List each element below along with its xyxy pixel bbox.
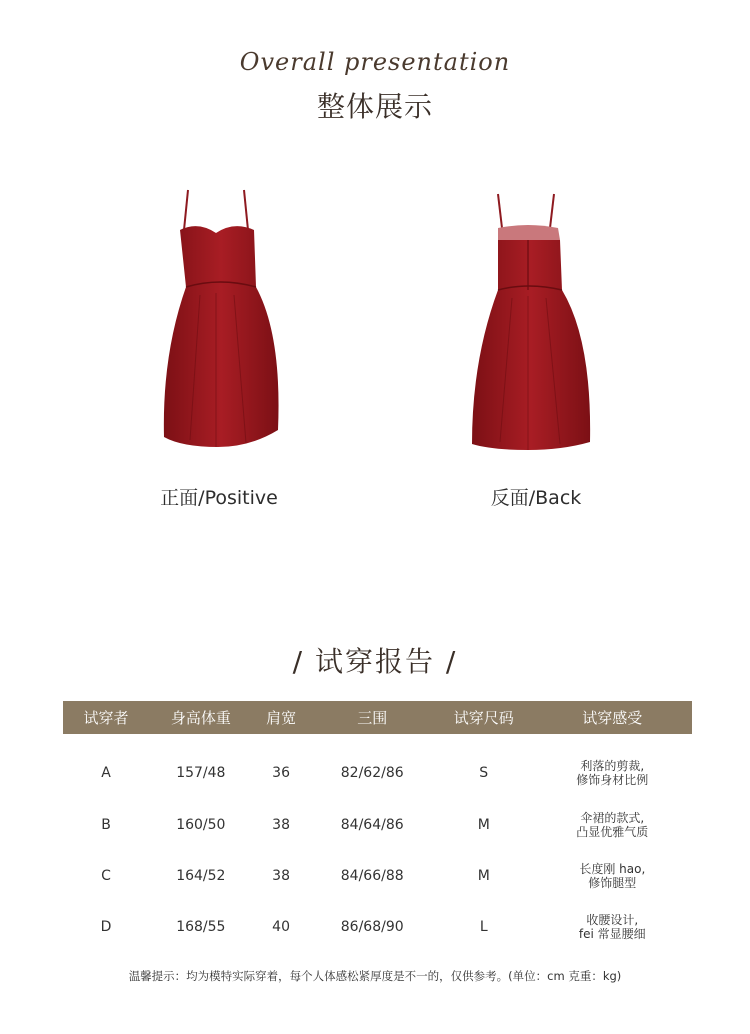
table-row <box>63 734 692 799</box>
column-header: 身高体重 <box>149 701 253 734</box>
size-cell: L <box>479 918 488 935</box>
table-header-row <box>63 701 692 734</box>
height-weight-cell: 157/48 <box>176 765 226 781</box>
feedback-line: 利落的剪裁, <box>580 759 645 773</box>
shoulder-cell: 38 <box>272 816 290 833</box>
feedback-line: 修饰腿型 <box>588 875 637 890</box>
height-weight-cell: 168/55 <box>176 918 226 935</box>
footer-note: 温馨提示：均为模特实际穿着，每个人体感松紧厚度是不一的，仅供参考。(单位：cm 克重：kg) <box>128 969 622 983</box>
table-row <box>63 850 692 901</box>
tester-cell: A <box>101 765 111 781</box>
feedback-line: 凸显优雅气质 <box>576 824 649 839</box>
measurements-cell: 82/62/86 <box>340 765 404 781</box>
feedback-line: 收腰设计, <box>586 912 639 927</box>
column-header: 试穿尺码 <box>435 701 533 734</box>
script-title: Overall presentation <box>239 48 511 76</box>
feedback-line: 长度刚 hao, <box>579 861 646 876</box>
column-header: 试穿者 <box>63 701 149 734</box>
table-row <box>63 901 692 952</box>
feedback-cell <box>533 799 692 850</box>
feedback-line: 伞裙的款式, <box>580 810 645 825</box>
tester-cell: B <box>101 816 111 833</box>
column-header: 三围 <box>310 701 435 734</box>
height-weight-cell: 160/50 <box>176 816 226 833</box>
fitting-report-table <box>63 701 692 952</box>
feedback-cell <box>533 901 692 952</box>
table-row <box>63 799 692 850</box>
column-header: 试穿感受 <box>533 701 692 734</box>
dress-back-image <box>462 190 602 455</box>
size-cell: M <box>477 867 490 884</box>
tester-cell: C <box>101 867 111 884</box>
shoulder-cell: 38 <box>272 867 290 884</box>
measurements-cell: 84/66/88 <box>340 867 404 884</box>
height-weight-cell: 164/52 <box>176 867 226 884</box>
column-header: 肩宽 <box>253 701 310 734</box>
report-title: / 试穿报告 / <box>292 645 458 678</box>
size-cell: M <box>477 816 490 833</box>
back-caption: 反面/Back <box>490 487 582 509</box>
feedback-line: 修饰身材比例 <box>576 773 649 787</box>
shoulder-cell: 36 <box>272 765 290 781</box>
tester-cell: D <box>100 918 112 935</box>
dress-front-image <box>150 185 290 460</box>
shoulder-cell: 40 <box>272 918 290 935</box>
measurements-cell: 86/68/90 <box>340 918 404 935</box>
front-caption: 正面/Positive <box>160 487 278 509</box>
feedback-cell <box>533 850 692 901</box>
feedback-cell <box>533 734 692 799</box>
page-title: 整体展示 <box>316 90 433 123</box>
measurements-cell: 84/64/86 <box>340 816 404 833</box>
feedback-line: fei 常显腰细 <box>578 926 646 941</box>
size-cell: S <box>479 765 489 781</box>
